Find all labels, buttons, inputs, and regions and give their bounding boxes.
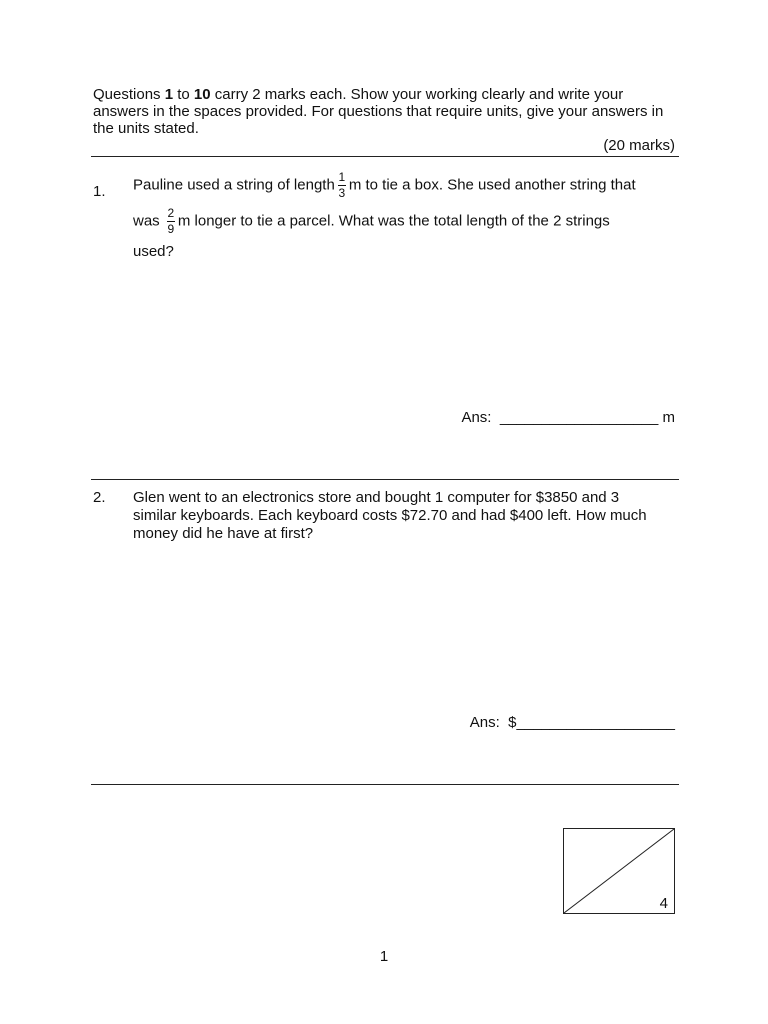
divider <box>91 784 679 785</box>
fraction-numerator: 1 <box>338 170 346 184</box>
question-1-answer <box>461 409 675 426</box>
question-2-line-2: similar keyboards. Each keyboard costs $72.70 and had $400 left. How much <box>133 507 647 524</box>
divider <box>91 156 679 157</box>
fraction-denominator: 3 <box>338 186 346 200</box>
question-2-answer <box>470 714 675 731</box>
answer-label: Ans: <box>461 409 492 426</box>
question-2-number: 2. <box>93 489 106 506</box>
answer-label: Ans: <box>469 714 500 731</box>
instructions-rest: carry 2 marks each. Show your working clearly and write your answers in the spaces provided. For questions that require units, give your answers in the units stated. <box>93 86 664 137</box>
score-box-max-marks: 4 <box>659 895 668 912</box>
question-1-text-c: was <box>133 212 160 230</box>
page-number: 1 <box>379 948 389 965</box>
fraction-numerator: 2 <box>167 206 175 220</box>
instructions <box>93 86 683 137</box>
score-box-diagonal <box>564 829 674 913</box>
total-marks: (20 marks) <box>603 137 675 154</box>
fraction-denominator: 9 <box>167 222 175 236</box>
fraction-two-ninths <box>167 207 175 236</box>
answer-blank[interactable]: ___________________ <box>499 409 659 426</box>
question-1-text-b: m to tie a box. She used another string that <box>348 176 636 194</box>
question-1-number: 1. <box>93 183 106 200</box>
fraction-one-third <box>338 171 346 200</box>
question-1-text-d: m longer to tie a parcel. What was the total length of the 2 strings <box>177 212 610 230</box>
score-box <box>563 828 675 914</box>
question-1-line-3: used? <box>133 243 174 260</box>
answer-unit: m <box>662 409 675 426</box>
answer-blank[interactable]: ___________________ <box>516 714 675 731</box>
question-1-text-a: Pauline used a string of length <box>133 176 335 194</box>
instructions-prefix: Questions <box>93 86 165 103</box>
question-2-line-3: money did he have at first? <box>133 525 314 542</box>
instructions-from: 1 <box>164 86 174 103</box>
answer-currency: $ <box>508 714 517 731</box>
instructions-to: 10 <box>193 86 211 103</box>
question-2-line-1: Glen went to an electronics store and bought 1 computer for $3850 and 3 <box>133 489 620 506</box>
divider <box>91 479 679 480</box>
question-1-line-2 <box>133 207 610 236</box>
instructions-mid: to <box>173 86 194 103</box>
question-1-line-1 <box>133 171 636 200</box>
